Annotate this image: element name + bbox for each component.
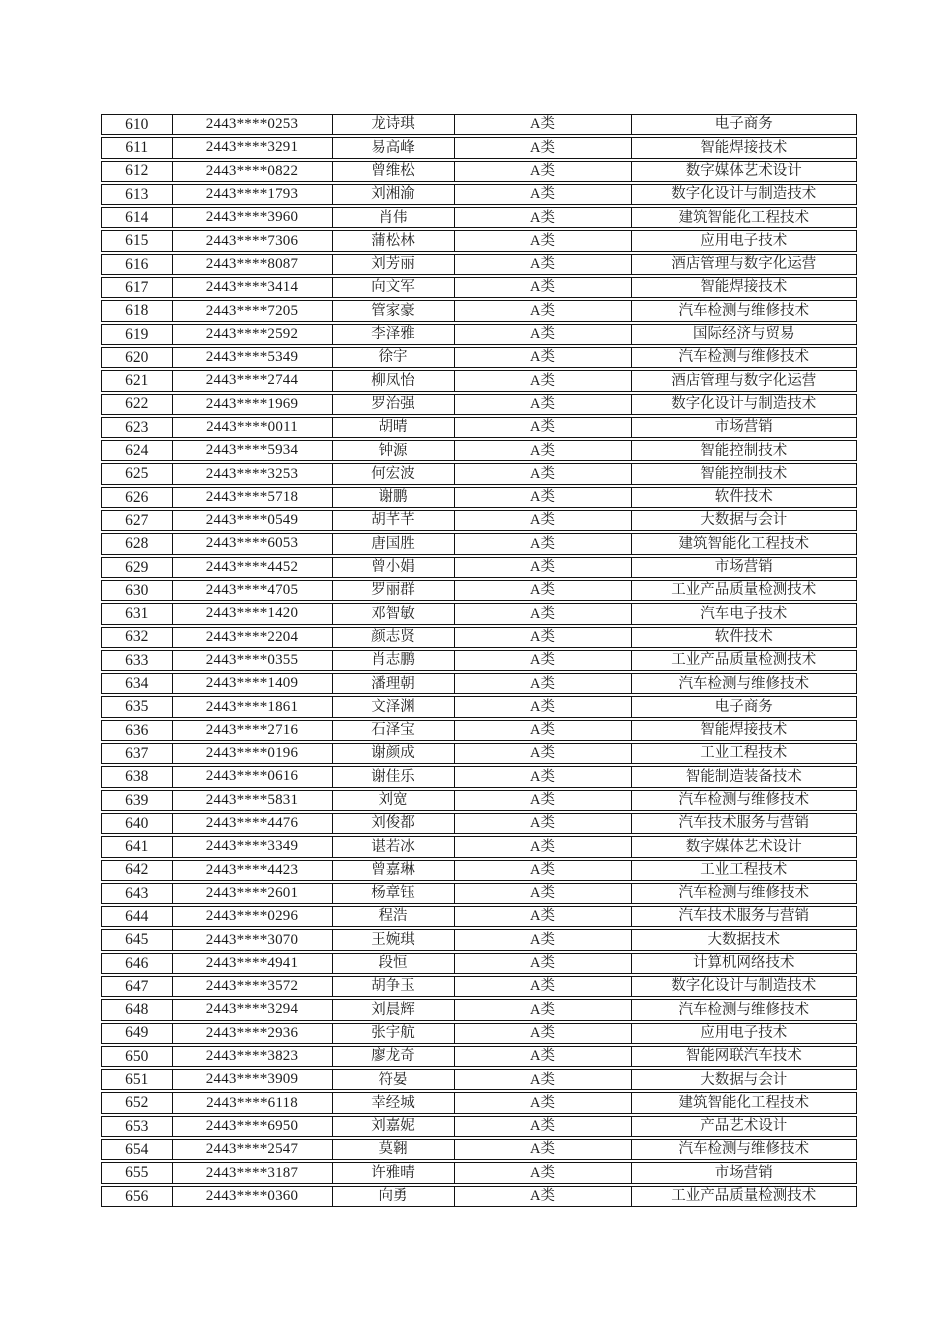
cell-exam-id: 2443****6053	[173, 534, 333, 553]
cell-category: A类	[455, 395, 632, 414]
cell-seq-number: 632	[102, 628, 173, 647]
table-row	[101, 650, 857, 671]
cell-seq-number: 646	[102, 954, 173, 973]
cell-exam-id: 2443****1861	[173, 697, 333, 716]
cell-major: 数字化设计与制造技术	[671, 978, 817, 995]
cell-category: A类	[455, 1187, 632, 1206]
cell-major: 计算机网络技术	[693, 955, 795, 972]
cell-seq-number: 630	[102, 581, 173, 600]
cell-category: A类	[455, 604, 632, 623]
table-row	[101, 254, 857, 275]
cell-name: 潘理朝	[333, 674, 455, 693]
cell-category: A类	[455, 814, 632, 833]
cell-seq-number: 612	[102, 162, 173, 181]
cell-major: 汽车检测与维修技术	[678, 349, 809, 366]
cell-seq-number: 636	[102, 721, 173, 740]
cell-major: 智能控制技术	[700, 465, 788, 482]
cell-seq-number: 628	[102, 534, 173, 553]
cell-category: A类	[455, 348, 632, 367]
cell-exam-id: 2443****0549	[173, 511, 333, 530]
cell-category: A类	[455, 674, 632, 693]
cell-name: 莫翱	[333, 1140, 455, 1159]
table-row	[101, 813, 857, 834]
cell-seq-number: 635	[102, 697, 173, 716]
cell-major: 建筑智能化工程技术	[678, 209, 809, 226]
table-row	[101, 766, 857, 787]
cell-exam-id: 2443****0616	[173, 767, 333, 786]
cell-name: 曾小娟	[333, 558, 455, 577]
cell-name: 柳凤怡	[333, 371, 455, 390]
cell-exam-id: 2443****3187	[173, 1163, 333, 1182]
cell-seq-number: 625	[102, 464, 173, 483]
cell-seq-number: 619	[102, 325, 173, 344]
cell-exam-id: 2443****3909	[173, 1070, 333, 1089]
cell-category: A类	[455, 744, 632, 763]
cell-exam-id: 2443****5349	[173, 348, 333, 367]
cell-major: 汽车技术服务与营销	[678, 815, 809, 832]
cell-category: A类	[455, 1140, 632, 1159]
cell-category: A类	[455, 255, 632, 274]
cell-name: 石泽宝	[333, 721, 455, 740]
table-row	[101, 533, 857, 554]
cell-category: A类	[455, 837, 632, 856]
cell-seq-number: 638	[102, 767, 173, 786]
cell-name: 谢颜成	[333, 744, 455, 763]
cell-major: 应用电子技术	[700, 1024, 788, 1041]
cell-category: A类	[455, 791, 632, 810]
cell-exam-id: 2443****0196	[173, 744, 333, 763]
cell-major: 电子商务	[714, 698, 773, 715]
cell-category: A类	[455, 185, 632, 204]
cell-exam-id: 2443****7205	[173, 301, 333, 320]
cell-name: 符晏	[333, 1070, 455, 1089]
table-row	[101, 510, 857, 531]
cell-category: A类	[455, 977, 632, 996]
cell-seq-number: 643	[102, 884, 173, 903]
cell-name: 蒲松林	[333, 231, 455, 250]
table-row	[101, 417, 857, 438]
cell-seq-number: 653	[102, 1117, 173, 1136]
cell-exam-id: 2443****0822	[173, 162, 333, 181]
cell-category: A类	[455, 441, 632, 460]
cell-name: 谢鹏	[333, 488, 455, 507]
cell-category: A类	[455, 534, 632, 553]
table-row	[101, 161, 857, 182]
cell-exam-id: 2443****5934	[173, 441, 333, 460]
cell-category: A类	[455, 1000, 632, 1019]
table-row	[101, 673, 857, 694]
cell-seq-number: 645	[102, 930, 173, 949]
cell-category: A类	[455, 1047, 632, 1066]
cell-seq-number: 613	[102, 185, 173, 204]
cell-name: 幸经城	[333, 1093, 455, 1112]
table-row	[101, 627, 857, 648]
cell-seq-number: 614	[102, 208, 173, 227]
table-row	[101, 743, 857, 764]
cell-name: 许雅晴	[333, 1163, 455, 1182]
cell-name: 何宏波	[333, 464, 455, 483]
cell-exam-id: 2443****0355	[173, 651, 333, 670]
cell-category: A类	[455, 464, 632, 483]
cell-name: 程浩	[333, 907, 455, 926]
cell-category: A类	[455, 1163, 632, 1182]
cell-name: 文泽渊	[333, 697, 455, 716]
table-row	[101, 580, 857, 601]
cell-major: 市场营销	[714, 419, 773, 436]
cell-exam-id: 2443****1793	[173, 185, 333, 204]
cell-major: 汽车检测与维修技术	[678, 1141, 809, 1158]
cell-major: 汽车检测与维修技术	[678, 302, 809, 319]
cell-exam-id: 2443****0296	[173, 907, 333, 926]
table-row	[101, 347, 857, 368]
cell-name: 胡晴	[333, 418, 455, 437]
cell-category: A类	[455, 115, 632, 134]
cell-major: 酒店管理与数字化运营	[671, 256, 817, 273]
cell-name: 廖龙奇	[333, 1047, 455, 1066]
cell-seq-number: 644	[102, 907, 173, 926]
cell-exam-id: 2443****8087	[173, 255, 333, 274]
cell-seq-number: 641	[102, 837, 173, 856]
cell-name: 刘宽	[333, 791, 455, 810]
cell-name: 邓智敏	[333, 604, 455, 623]
table-row	[101, 207, 857, 228]
cell-major: 汽车检测与维修技术	[678, 1001, 809, 1018]
cell-category: A类	[455, 301, 632, 320]
cell-exam-id: 2443****3823	[173, 1047, 333, 1066]
cell-category: A类	[455, 325, 632, 344]
cell-seq-number: 611	[102, 138, 173, 157]
cell-category: A类	[455, 278, 632, 297]
table-row	[101, 230, 857, 251]
cell-major: 汽车技术服务与营销	[678, 908, 809, 925]
cell-major: 大数据与会计	[700, 1071, 788, 1088]
cell-category: A类	[455, 721, 632, 740]
table-row	[101, 999, 857, 1020]
cell-category: A类	[455, 162, 632, 181]
cell-name: 刘晨辉	[333, 1000, 455, 1019]
cell-category: A类	[455, 231, 632, 250]
table-row	[101, 184, 857, 205]
table-row	[101, 1069, 857, 1090]
cell-name: 刘俊都	[333, 814, 455, 833]
results-table	[101, 114, 857, 1209]
cell-major: 数字媒体艺术设计	[685, 838, 802, 855]
table-row	[101, 394, 857, 415]
table-row	[101, 1162, 857, 1183]
cell-seq-number: 654	[102, 1140, 173, 1159]
cell-category: A类	[455, 954, 632, 973]
cell-seq-number: 615	[102, 231, 173, 250]
cell-name: 罗丽群	[333, 581, 455, 600]
cell-major: 软件技术	[714, 489, 773, 506]
cell-exam-id: 2443****7306	[173, 231, 333, 250]
cell-category: A类	[455, 930, 632, 949]
cell-major: 工业产品质量检测技术	[671, 652, 817, 669]
cell-major: 汽车检测与维修技术	[678, 675, 809, 692]
cell-exam-id: 2443****3960	[173, 208, 333, 227]
table-row	[101, 1116, 857, 1137]
cell-name: 肖伟	[333, 208, 455, 227]
cell-exam-id: 2443****3294	[173, 1000, 333, 1019]
cell-seq-number: 629	[102, 558, 173, 577]
cell-exam-id: 2443****2716	[173, 721, 333, 740]
cell-category: A类	[455, 208, 632, 227]
cell-exam-id: 2443****2547	[173, 1140, 333, 1159]
cell-seq-number: 648	[102, 1000, 173, 1019]
cell-name: 罗治强	[333, 395, 455, 414]
table-row	[101, 696, 857, 717]
cell-seq-number: 637	[102, 744, 173, 763]
table-row	[101, 440, 857, 461]
cell-category: A类	[455, 371, 632, 390]
cell-seq-number: 624	[102, 441, 173, 460]
cell-major: 酒店管理与数字化运营	[671, 372, 817, 389]
cell-category: A类	[455, 651, 632, 670]
cell-seq-number: 650	[102, 1047, 173, 1066]
cell-major: 汽车检测与维修技术	[678, 885, 809, 902]
cell-seq-number: 651	[102, 1070, 173, 1089]
cell-name: 钟源	[333, 441, 455, 460]
cell-exam-id: 2443****5718	[173, 488, 333, 507]
cell-name: 胡芊芊	[333, 511, 455, 530]
cell-exam-id: 2443****1969	[173, 395, 333, 414]
cell-category: A类	[455, 767, 632, 786]
cell-exam-id: 2443****4423	[173, 861, 333, 880]
cell-name: 刘芳丽	[333, 255, 455, 274]
cell-major: 应用电子技术	[700, 232, 788, 249]
table-row	[101, 929, 857, 950]
cell-name: 唐国胜	[333, 534, 455, 553]
cell-name: 谌若冰	[333, 837, 455, 856]
cell-name: 刘湘渝	[333, 185, 455, 204]
cell-major: 工业产品质量检测技术	[671, 1188, 817, 1205]
cell-name: 杨章钰	[333, 884, 455, 903]
cell-seq-number: 627	[102, 511, 173, 530]
cell-exam-id: 2443****4705	[173, 581, 333, 600]
table-row	[101, 557, 857, 578]
cell-seq-number: 633	[102, 651, 173, 670]
cell-exam-id: 2443****2592	[173, 325, 333, 344]
table-row	[101, 790, 857, 811]
cell-name: 胡争玉	[333, 977, 455, 996]
table-row	[101, 1186, 857, 1207]
table-row	[101, 836, 857, 857]
table-row	[101, 324, 857, 345]
cell-exam-id: 2443****6950	[173, 1117, 333, 1136]
cell-exam-id: 2443****1409	[173, 674, 333, 693]
cell-category: A类	[455, 558, 632, 577]
cell-name: 曾嘉琳	[333, 861, 455, 880]
table-row	[101, 487, 857, 508]
cell-seq-number: 652	[102, 1093, 173, 1112]
cell-major: 建筑智能化工程技术	[678, 1094, 809, 1111]
table-row	[101, 1139, 857, 1160]
cell-major: 数字媒体艺术设计	[685, 162, 802, 179]
table-row	[101, 137, 857, 158]
cell-seq-number: 640	[102, 814, 173, 833]
table-row	[101, 370, 857, 391]
table-row	[101, 976, 857, 997]
cell-exam-id: 2443****0011	[173, 418, 333, 437]
cell-name: 颜志贤	[333, 628, 455, 647]
cell-name: 王婉琪	[333, 930, 455, 949]
table-row	[101, 953, 857, 974]
cell-category: A类	[455, 418, 632, 437]
cell-exam-id: 2443****1420	[173, 604, 333, 623]
table-row	[101, 1046, 857, 1067]
cell-seq-number: 623	[102, 418, 173, 437]
table-row	[101, 860, 857, 881]
cell-major: 工业工程技术	[700, 745, 788, 762]
cell-seq-number: 649	[102, 1024, 173, 1043]
cell-major: 数字化设计与制造技术	[671, 395, 817, 412]
cell-seq-number: 639	[102, 791, 173, 810]
cell-name: 曾维松	[333, 162, 455, 181]
cell-seq-number: 617	[102, 278, 173, 297]
cell-seq-number: 631	[102, 604, 173, 623]
cell-seq-number: 621	[102, 371, 173, 390]
cell-exam-id: 2443****6118	[173, 1093, 333, 1112]
table-row	[101, 720, 857, 741]
cell-category: A类	[455, 1093, 632, 1112]
table-row	[101, 603, 857, 624]
cell-seq-number: 622	[102, 395, 173, 414]
table-row	[101, 114, 857, 135]
cell-exam-id: 2443****5831	[173, 791, 333, 810]
cell-name: 易高峰	[333, 138, 455, 157]
cell-category: A类	[455, 1070, 632, 1089]
cell-seq-number: 616	[102, 255, 173, 274]
cell-exam-id: 2443****0360	[173, 1187, 333, 1206]
cell-exam-id: 2443****2936	[173, 1024, 333, 1043]
cell-major: 汽车检测与维修技术	[678, 792, 809, 808]
cell-exam-id: 2443****3349	[173, 837, 333, 856]
cell-major: 电子商务	[714, 116, 773, 133]
cell-category: A类	[455, 511, 632, 530]
cell-major: 市场营销	[714, 1164, 773, 1181]
cell-exam-id: 2443****4476	[173, 814, 333, 833]
cell-name: 徐宇	[333, 348, 455, 367]
cell-major: 建筑智能化工程技术	[678, 535, 809, 552]
cell-exam-id: 2443****3414	[173, 278, 333, 297]
cell-name: 向文军	[333, 278, 455, 297]
table-row	[101, 883, 857, 904]
cell-major: 智能焊接技术	[700, 139, 788, 156]
cell-major: 智能焊接技术	[700, 279, 788, 296]
cell-major: 工业工程技术	[700, 861, 788, 878]
cell-name: 段恒	[333, 954, 455, 973]
table-row	[101, 906, 857, 927]
cell-name: 李泽雅	[333, 325, 455, 344]
cell-name: 管家豪	[333, 301, 455, 320]
cell-category: A类	[455, 907, 632, 926]
cell-exam-id: 2443****3070	[173, 930, 333, 949]
cell-category: A类	[455, 884, 632, 903]
cell-major: 智能控制技术	[700, 442, 788, 459]
table-row	[101, 1023, 857, 1044]
cell-major: 大数据与会计	[700, 512, 788, 529]
cell-name: 向勇	[333, 1187, 455, 1206]
cell-major: 智能焊接技术	[700, 722, 788, 739]
cell-exam-id: 2443****3572	[173, 977, 333, 996]
cell-category: A类	[455, 138, 632, 157]
cell-name: 龙诗琪	[333, 115, 455, 134]
cell-category: A类	[455, 1117, 632, 1136]
cell-seq-number: 610	[102, 115, 173, 134]
cell-name: 肖志鹏	[333, 651, 455, 670]
cell-major: 软件技术	[714, 628, 773, 645]
cell-category: A类	[455, 697, 632, 716]
cell-major: 数字化设计与制造技术	[671, 186, 817, 203]
cell-seq-number: 634	[102, 674, 173, 693]
cell-major: 智能网联汽车技术	[685, 1048, 802, 1065]
cell-category: A类	[455, 488, 632, 507]
cell-major: 大数据技术	[707, 931, 780, 948]
cell-exam-id: 2443****3291	[173, 138, 333, 157]
cell-seq-number: 647	[102, 977, 173, 996]
cell-category: A类	[455, 1024, 632, 1043]
cell-exam-id: 2443****2601	[173, 884, 333, 903]
cell-exam-id: 2443****2204	[173, 628, 333, 647]
cell-category: A类	[455, 628, 632, 647]
cell-exam-id: 2443****0253	[173, 115, 333, 134]
cell-seq-number: 642	[102, 861, 173, 880]
cell-seq-number: 655	[102, 1163, 173, 1182]
cell-major: 产品艺术设计	[700, 1118, 788, 1135]
cell-exam-id: 2443****2744	[173, 371, 333, 390]
table-row	[101, 463, 857, 484]
cell-exam-id: 2443****4452	[173, 558, 333, 577]
cell-seq-number: 620	[102, 348, 173, 367]
cell-seq-number: 618	[102, 301, 173, 320]
cell-major: 市场营销	[714, 559, 773, 576]
cell-major: 国际经济与贸易	[693, 326, 795, 343]
cell-seq-number: 656	[102, 1187, 173, 1206]
cell-major: 工业产品质量检测技术	[671, 582, 817, 599]
cell-name: 张宇航	[333, 1024, 455, 1043]
table-row	[101, 300, 857, 321]
cell-category: A类	[455, 581, 632, 600]
cell-major: 智能制造装备技术	[685, 768, 802, 785]
cell-name: 谢佳乐	[333, 767, 455, 786]
cell-exam-id: 2443****3253	[173, 464, 333, 483]
cell-exam-id: 2443****4941	[173, 954, 333, 973]
cell-name: 刘嘉妮	[333, 1117, 455, 1136]
table-row	[101, 1092, 857, 1113]
cell-seq-number: 626	[102, 488, 173, 507]
table-row	[101, 277, 857, 298]
cell-major: 汽车电子技术	[700, 605, 788, 622]
cell-category: A类	[455, 861, 632, 880]
